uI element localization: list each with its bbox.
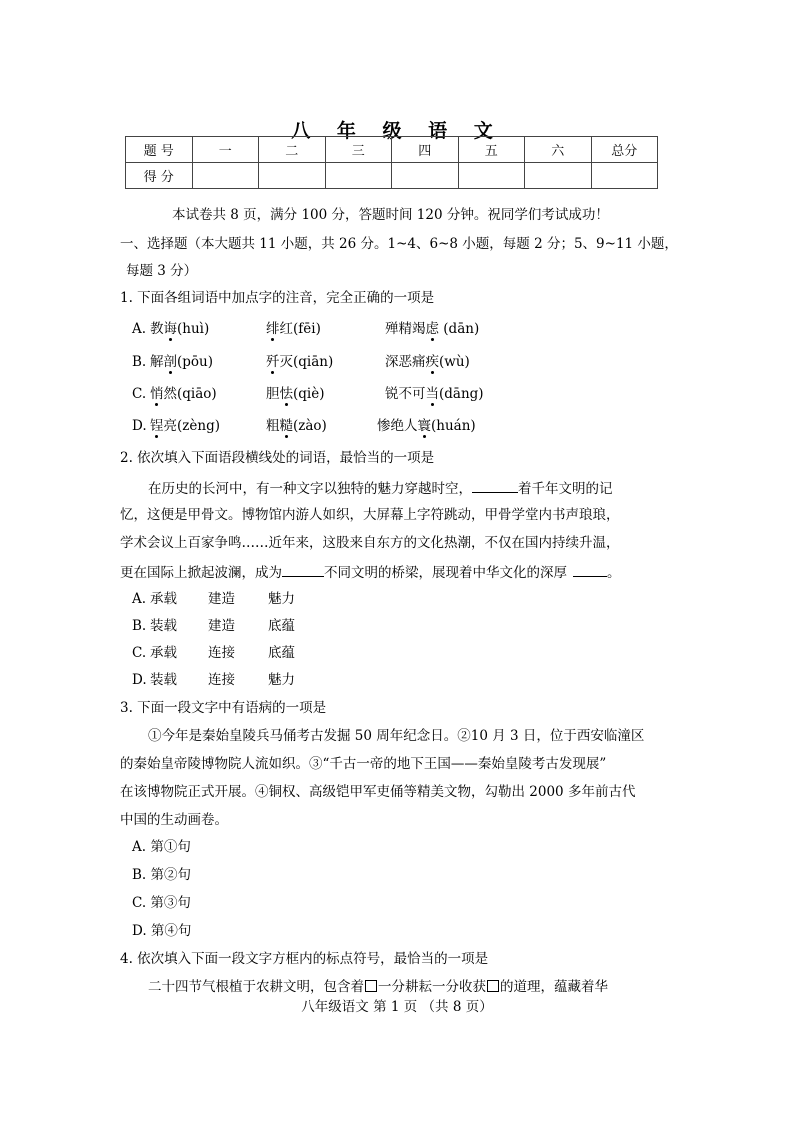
word-part: (qiè)	[293, 386, 325, 402]
q2-option-c-word: 底蕴	[268, 645, 295, 661]
q2-passage-line-1	[148, 478, 613, 498]
answer-blank-2	[282, 562, 324, 577]
question-4-stem: 4. 依次填入下面一段文字方框内的标点符号，最恰当的一项是	[120, 951, 489, 967]
q3-option-d: D. 第④句	[132, 923, 192, 939]
score-table-cell: 题 号	[126, 137, 193, 163]
punctuation-box-1	[365, 980, 377, 992]
passage-text: 着千年文明的记	[518, 481, 613, 497]
q1-option-b-word-1	[150, 353, 213, 371]
word-part: 解	[150, 354, 164, 370]
score-table-score-row	[126, 163, 658, 189]
q2-passage-line-4	[120, 562, 621, 582]
passage-text: 在历史的长河中，有一种文字以独特的魅力穿越时空，	[148, 481, 472, 497]
section-heading: 一、选择题（本大题共 11 小题，共 26 分。1~4、6~8 小题，每题 2 分；5、9~11 小题，	[120, 236, 678, 252]
q2-option-b-word: 底蕴	[268, 618, 295, 634]
passage-text: 一分耕耘一分收获	[378, 979, 486, 995]
question-2-stem: 2. 依次填入下面语段横线处的词语，最恰当的一项是	[120, 450, 435, 466]
word-part: (dān)	[439, 321, 480, 337]
word-part: 然(qiāo)	[163, 386, 217, 402]
page-title: 八 年 级 语 文	[291, 120, 503, 142]
dotted-char: 绯	[266, 321, 280, 337]
q3-option-b: B. 第②句	[132, 867, 192, 883]
q1-option-a-word-2	[266, 320, 321, 338]
score-table-cell: 五	[458, 137, 525, 163]
q2-option-b-label: B.	[132, 618, 147, 634]
q3-passage-line-4: 中国的生动画卷。	[120, 812, 228, 828]
word-part: (huán)	[431, 418, 476, 434]
dotted-char: 糙	[279, 418, 293, 434]
page-footer: 八年级语文 第 1 页 （共 8 页）	[301, 999, 493, 1015]
q1-option-b-label: B.	[132, 354, 147, 370]
section-heading-cont: 每题 3 分）	[126, 263, 198, 279]
passage-text: 二十四节气根植于农耕文明，包含着	[148, 979, 364, 995]
score-input-cell[interactable]	[259, 163, 326, 189]
q1-option-d-word-3	[377, 417, 476, 435]
q2-option-a-label: A.	[132, 591, 147, 607]
dotted-char: 怯	[279, 386, 293, 402]
q2-passage-line-3: 学术会议上百家争鸣……近年来，这股来自东方的文化热潮，不仅在国内持续升温，	[120, 535, 620, 551]
q2-option-c-word: 承载	[150, 645, 177, 661]
word-part: 惨绝人	[377, 418, 418, 434]
q1-option-c-word-1	[150, 385, 217, 403]
word-part: 粗	[266, 418, 280, 434]
score-table	[125, 136, 658, 189]
passage-text: 不同文明的桥梁，展现着中华文化的深厚	[324, 565, 567, 581]
score-table-cell: 三	[325, 137, 392, 163]
q2-passage-line-2: 忆，这便是甲骨文。博物馆内游人如织，大屏幕上字符跳动，甲骨学堂内书声琅琅，	[120, 507, 620, 523]
score-table-header-row	[126, 137, 658, 163]
q1-option-c-word-3	[385, 385, 484, 403]
word-part: 亮(zèng)	[163, 418, 220, 434]
q2-option-d-word: 连接	[208, 672, 235, 688]
score-input-cell[interactable]	[192, 163, 259, 189]
q1-option-b-word-3	[385, 353, 470, 371]
passage-text: 更在国际上掀起波澜，成为	[120, 565, 282, 581]
passage-text: 。	[607, 565, 621, 581]
dotted-char: 疾	[425, 354, 439, 370]
q1-option-c-word-2	[266, 385, 324, 403]
score-input-cell[interactable]	[392, 163, 459, 189]
score-table-cell: 总分	[591, 137, 658, 163]
word-part: 锐不可	[385, 386, 426, 402]
dotted-char: 当	[425, 386, 439, 402]
word-part: 教	[150, 321, 164, 337]
q3-option-a: A. 第①句	[132, 839, 191, 855]
exam-instructions: 本试卷共 8 页，满分 100 分，答题时间 120 分钟。祝同学们考试成功！	[172, 207, 609, 223]
answer-blank-3	[573, 562, 607, 577]
passage-text: 的道理，蕴藏着华	[500, 979, 608, 995]
question-3-stem: 3. 下面一段文字中有语病的一项是	[120, 700, 327, 716]
q1-option-d-label: D.	[132, 418, 147, 434]
dotted-char: 剖	[163, 354, 177, 370]
punctuation-box-2	[487, 980, 499, 992]
q2-option-c-label: C.	[132, 645, 147, 661]
q1-option-c-label: C.	[132, 386, 147, 402]
score-input-cell[interactable]	[591, 163, 658, 189]
dotted-char: 寰	[417, 418, 431, 434]
word-part: (huì)	[177, 321, 210, 337]
word-part: 红(fēi)	[279, 321, 321, 337]
answer-blank-1	[472, 478, 518, 493]
q2-option-c-word: 连接	[208, 645, 235, 661]
word-part: 灭(qiān)	[279, 354, 334, 370]
q2-option-d-word: 装载	[150, 672, 177, 688]
score-table-cell: 二	[259, 137, 326, 163]
q2-option-a-word: 魅力	[268, 591, 295, 607]
q1-option-a-word-3	[385, 320, 479, 338]
score-input-cell[interactable]	[525, 163, 592, 189]
q1-option-a-label: A.	[132, 321, 147, 337]
word-part: 殚精竭	[385, 321, 426, 337]
score-table-cell: 六	[525, 137, 592, 163]
q3-option-c: C. 第③句	[132, 895, 191, 911]
q2-option-a-word: 承载	[150, 591, 177, 607]
q3-passage-line-1: ①今年是秦始皇陵兵马俑考古发掘 50 周年纪念日。②10 月 3 日，位于西安临潼区	[148, 728, 645, 744]
q1-option-b-word-2	[266, 353, 333, 371]
score-table-cell: 四	[392, 137, 459, 163]
q3-passage-line-2: 的秦始皇帝陵博物院人流如织。③“千古一帝的地下王国——秦始皇陵考古发现展”	[120, 756, 607, 772]
dotted-char: 虑	[425, 321, 439, 337]
word-part: (zào)	[293, 418, 327, 434]
q1-option-a-word-1	[150, 320, 209, 338]
score-table-cell: 一	[192, 137, 259, 163]
q3-passage-line-3: 在该博物院正式开展。④铜权、高级铠甲军吏俑等精美文物，勾勒出 2000 多年前古代	[120, 784, 636, 800]
q4-passage-line-1	[148, 978, 608, 996]
score-input-cell[interactable]	[325, 163, 392, 189]
question-1-stem: 1. 下面各组词语中加点字的注音，完全正确的一项是	[120, 290, 435, 306]
word-part: (wù)	[439, 354, 470, 370]
score-table-cell: 得 分	[126, 163, 193, 189]
score-input-cell[interactable]	[458, 163, 525, 189]
dotted-char: 歼	[266, 354, 280, 370]
q2-option-b-word: 建造	[208, 618, 235, 634]
word-part: (pōu)	[177, 354, 213, 370]
dotted-char: 锃	[150, 418, 164, 434]
q1-option-d-word-2	[266, 417, 327, 435]
word-part: 深恶痛	[385, 354, 426, 370]
q1-option-d-word-1	[150, 417, 220, 435]
word-part: 胆	[266, 386, 280, 402]
dotted-char: 悄	[150, 386, 164, 402]
word-part: (dāng)	[439, 386, 484, 402]
dotted-char: 诲	[163, 321, 177, 337]
q2-option-b-word: 装载	[150, 618, 177, 634]
q2-option-a-word: 建造	[208, 591, 235, 607]
q2-option-d-label: D.	[132, 672, 147, 688]
q2-option-d-word: 魅力	[268, 672, 295, 688]
